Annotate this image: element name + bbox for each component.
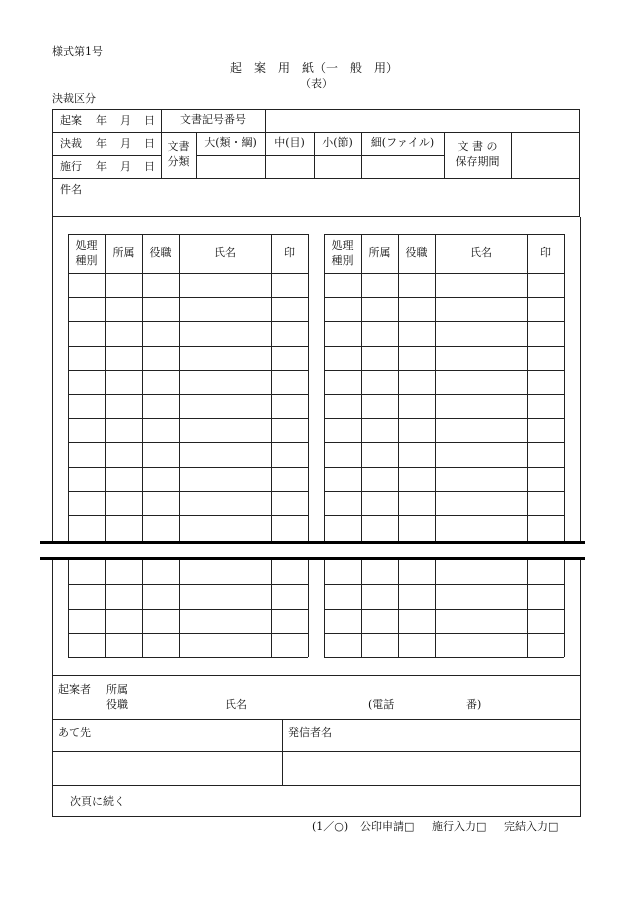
page-break-line-bottom <box>40 557 585 560</box>
rule <box>52 217 53 542</box>
draft-month: 月 <box>120 114 131 127</box>
rule <box>52 816 580 817</box>
class-major-field[interactable] <box>197 156 264 177</box>
sender-label: 発信者名 <box>288 726 332 739</box>
rule <box>142 560 143 657</box>
draft-year: 年 <box>96 114 107 127</box>
rule <box>308 234 309 541</box>
rule <box>308 560 309 657</box>
doc-class-label: 文書 分類 <box>167 140 190 168</box>
footer-page: (1／○) <box>312 820 349 833</box>
rule <box>68 584 308 585</box>
right-header-dept: 所属 <box>368 246 391 260</box>
right-header-type: 処理 種別 <box>331 238 354 267</box>
rule <box>324 560 325 657</box>
subject-label: 件名 <box>60 183 82 196</box>
rule <box>324 394 564 395</box>
form-number: 様式第1号 <box>52 45 103 58</box>
rule <box>68 491 308 492</box>
rule <box>324 297 564 298</box>
class-minor-field[interactable] <box>315 156 360 177</box>
retention-field[interactable] <box>512 133 579 177</box>
enforce-month: 月 <box>120 160 131 173</box>
rule <box>564 234 565 541</box>
page-break-line-top <box>40 541 585 544</box>
drafter-position-label: 役職 <box>106 698 128 711</box>
rule <box>52 155 161 156</box>
doc-number-field[interactable] <box>266 110 579 132</box>
addressee-label: あて先 <box>58 726 91 739</box>
rule <box>52 178 580 179</box>
drafter-dept-label: 所属 <box>106 683 128 696</box>
right-header-position: 役職 <box>405 246 428 260</box>
rule <box>68 321 308 322</box>
rule <box>324 491 564 492</box>
class-detail-field[interactable] <box>362 156 443 177</box>
rule <box>398 234 399 541</box>
form-side: （表） <box>300 77 333 90</box>
decision-month: 月 <box>120 137 131 150</box>
rule <box>68 467 308 468</box>
form-title: 起 案 用 紙（一 般 用） <box>230 61 399 75</box>
subject-field[interactable] <box>90 180 578 215</box>
rule <box>324 657 564 658</box>
rule <box>52 785 580 786</box>
doc-number-label: 文書記号番号 <box>180 113 246 127</box>
rule <box>324 442 564 443</box>
rule <box>580 560 581 817</box>
left-header-name: 氏名 <box>214 246 236 260</box>
enforce-input-checkbox[interactable]: 施行入力□ <box>432 820 487 833</box>
left-header-position: 役職 <box>149 246 172 260</box>
right-header-name: 氏名 <box>470 246 492 260</box>
enforce-label: 施行 <box>60 160 82 173</box>
rule <box>68 657 308 658</box>
rule <box>435 560 436 657</box>
rule <box>324 467 564 468</box>
rule <box>324 609 564 610</box>
rule <box>68 560 69 657</box>
rule <box>398 560 399 657</box>
rule <box>324 273 564 274</box>
class-detail-label: 細(ファイル) <box>370 136 435 150</box>
rule <box>52 675 580 676</box>
rule <box>68 346 308 347</box>
draft-label: 起案 <box>60 114 82 127</box>
rule <box>68 394 308 395</box>
drafter-label: 起案者 <box>58 683 91 696</box>
left-header-dept: 所属 <box>112 246 135 260</box>
rule <box>271 234 272 541</box>
rule <box>361 560 362 657</box>
rule <box>105 234 106 541</box>
rule <box>179 234 180 541</box>
rule <box>68 273 308 274</box>
rule <box>527 234 528 541</box>
rule <box>324 633 564 634</box>
complete-input-checkbox[interactable]: 完結入力□ <box>504 820 559 833</box>
addressee-field[interactable] <box>53 752 281 784</box>
rule <box>52 719 580 720</box>
rule <box>68 297 308 298</box>
rule <box>564 560 565 657</box>
class-middle-label: 中(目) <box>274 136 305 150</box>
class-major-label: 大(類・綱) <box>204 136 257 150</box>
rule <box>324 515 564 516</box>
enforce-year: 年 <box>96 160 107 173</box>
left-header-type: 処理 種別 <box>75 238 98 267</box>
rule <box>179 560 180 657</box>
drafter-phone-open: (電話 <box>368 698 395 711</box>
decision-class-label: 決裁区分 <box>52 92 96 105</box>
rule <box>324 584 564 585</box>
rule <box>68 442 308 443</box>
enforce-day: 日 <box>144 160 155 173</box>
rule <box>68 633 308 634</box>
rule <box>324 234 325 541</box>
right-header-seal: 印 <box>540 246 551 260</box>
rule <box>142 234 143 541</box>
retention-label: 文 書 の 保存期間 <box>455 140 500 168</box>
decision-year: 年 <box>96 137 107 150</box>
rule <box>324 370 564 371</box>
decision-day: 日 <box>144 137 155 150</box>
left-header-seal: 印 <box>284 246 295 260</box>
drafter-phone-close: 番) <box>466 698 482 711</box>
rule <box>324 321 564 322</box>
continued-note: 次頁に続く <box>70 795 125 808</box>
rule <box>105 560 106 657</box>
sender-field[interactable] <box>283 752 579 784</box>
decision-label: 決裁 <box>60 137 82 150</box>
rule <box>68 515 308 516</box>
rule <box>68 234 69 541</box>
class-middle-field[interactable] <box>266 156 313 177</box>
rule <box>324 346 564 347</box>
rule <box>68 370 308 371</box>
class-minor-label: 小(節) <box>322 136 353 150</box>
drafter-name-label: 氏名 <box>225 698 247 711</box>
draft-day: 日 <box>144 114 155 127</box>
rule <box>580 217 581 542</box>
rule <box>435 234 436 541</box>
rule <box>68 418 308 419</box>
rule <box>324 418 564 419</box>
rule <box>361 234 362 541</box>
rule <box>68 609 308 610</box>
seal-request-checkbox[interactable]: 公印申請□ <box>360 820 415 833</box>
rule <box>527 560 528 657</box>
rule <box>271 560 272 657</box>
